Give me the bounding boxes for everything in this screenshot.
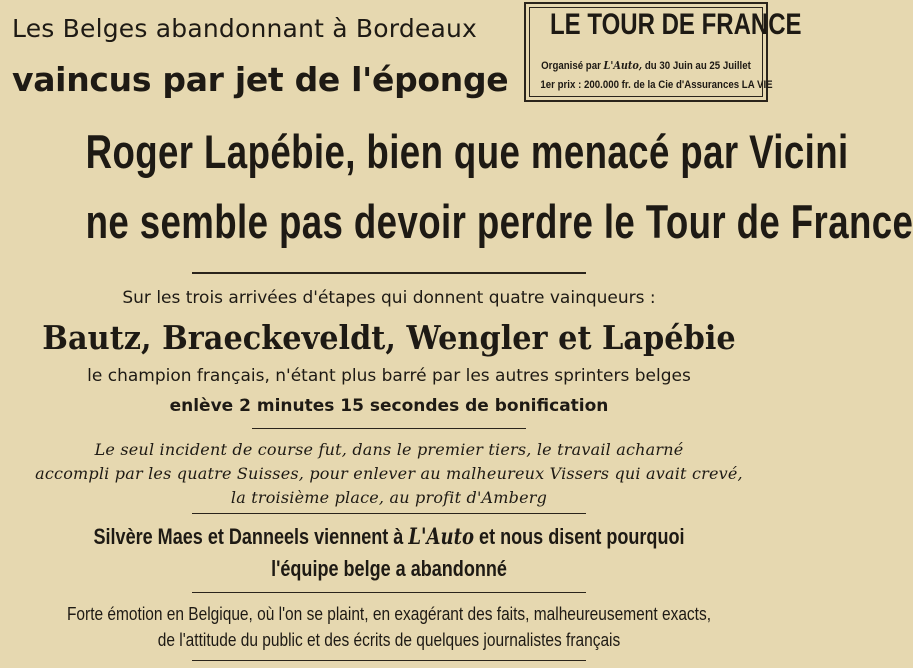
auto-brand: L'Auto — [408, 524, 475, 550]
tour-box-organizer — [540, 59, 751, 72]
headline-line-1: Roger Lapébie, bien que menacé par Vicini — [85, 125, 849, 178]
subhead-line-2: le champion français, n'étant plus barré par les autres sprinters belges — [87, 366, 691, 386]
subhead-line-3: enlève 2 minutes 15 secondes de bonification — [169, 396, 609, 416]
tour-box-prize: 1er prix : 200.000 fr. de la Cie d'Assurances LA VIE — [540, 79, 773, 91]
incident-line-2: accompli par les quatre Suisses, pour enlever au malheureux Vissers qui avait crevé, — [35, 464, 743, 483]
belgian-line-1-after: et nous disent pourquoi — [479, 524, 685, 549]
divider-rule — [192, 513, 586, 514]
belgian-line-1-before: Silvère Maes et Danneels viennent à — [93, 524, 404, 549]
divider-rule — [192, 592, 586, 593]
tour-box-title: LE TOUR DE FRANCE — [550, 8, 802, 41]
divider-rule — [252, 428, 526, 429]
kicker-line-2: vaincus par jet de l'éponge — [12, 60, 509, 99]
tour-box-organized-prefix: Organisé par — [541, 60, 601, 72]
kicker-line-1: Les Belges abandonnant à Bordeaux — [12, 14, 478, 43]
divider-rule — [192, 660, 586, 661]
emotion-line-1: Forte émotion en Belgique, où l'on se plaint, en exagérant des faits, malheureusement exacts, — [66, 604, 712, 624]
incident-line-3: la troisième place, au profit d'Amberg — [230, 488, 548, 507]
belgian-line-2: l'équipe belge a abandonné — [271, 556, 507, 581]
headline-line-2: ne semble pas devoir perdre le Tour de France — [85, 195, 913, 248]
tour-box-auto-brand: L'Auto, — [603, 59, 643, 72]
belgian-line-1 — [70, 524, 708, 550]
subhead-intro: Sur les trois arrivées d'étapes qui donnent quatre vainqueurs : — [122, 288, 656, 308]
stage-winners: Bautz, Braeckeveldt, Wengler et Lapébie — [42, 318, 736, 357]
incident-line-1: Le seul incident de course fut, dans le premier tiers, le travail acharné — [94, 440, 684, 459]
tour-box-dates: du 30 Juin au 25 Juillet — [644, 60, 751, 72]
emotion-line-2: de l'attitude du public et des écrits de quelques journalistes français — [157, 630, 621, 650]
tour-de-france-box — [524, 2, 802, 102]
divider-rule — [192, 272, 586, 274]
